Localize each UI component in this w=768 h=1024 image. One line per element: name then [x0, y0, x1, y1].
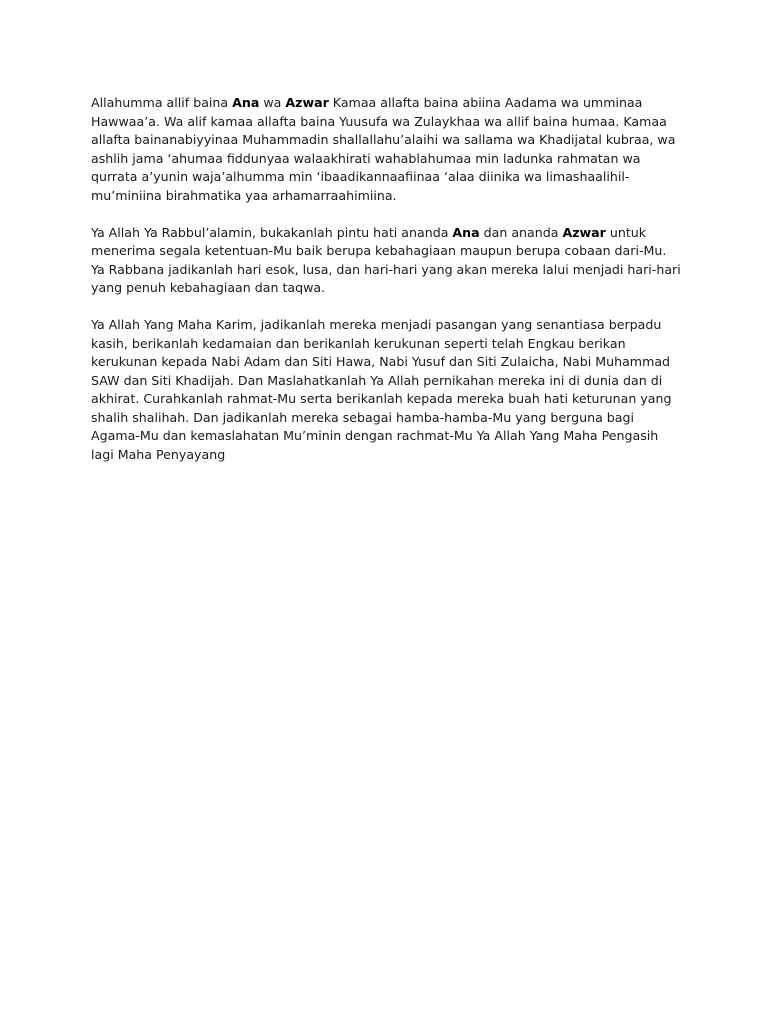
bride-name: Ana [452, 224, 480, 240]
paragraph-prayer-arabic [91, 94, 681, 205]
document-body [91, 94, 681, 464]
text-run: untuk menerima segala ketentuan-Mu baik berupa kebahagiaan maupun berupa cobaan dari-Mu. Ya Rabbana jadikanlah hari esok, lusa, dan hari-hari yang akan mereka lalui menjadi hari-hari yang penuh kebahagiaan dan taqwa. [91, 224, 681, 295]
text-run: wa [259, 95, 286, 110]
paragraph-prayer-harmony [91, 316, 681, 464]
text-run: Ya Allah Yang Maha Karim, jadikanlah mereka menjadi pasangan yang senantiasa berpadu kasih, berikanlah kedamaian dan berikanlah kerukunan seperti telah Engkau berikan kerukunan kepada Nabi Adam dan Siti Hawa, Nabi Yusuf dan Siti Zulaicha, Nabi Muhammad SAW dan Siti Khadijah. Dan Maslahatkanlah Ya Allah pernikahan mereka ini di dunia dan di akhirat. Curahkanlah rahmat-Mu serta berikanlah kepada mereka buah hati keturunan yang shalih shalihah. Dan jadikanlah mereka sebagai hamba-hamba-Mu yang berguna bagi Agama-Mu dan kemaslahatan Mu’minin dengan rachmat-Mu Ya Allah Yang Maha Pengasih lagi Maha Penyayang [91, 317, 672, 462]
paragraph-prayer-open-hearts [91, 224, 681, 298]
text-run: Allahumma allif baina [91, 95, 233, 110]
groom-name: Azwar [285, 95, 329, 110]
text-run: Kamaa allafta baina abiina Aadama wa umminaa Hawwaa’a. Wa alif kamaa allafta baina Yuusufa wa Zulaykhaa wa allif baina humaa. Kamaa allafta bainanabiyyinaa Muhammadin shallallahu’alaihi wa sallama wa Khadijatal kubraa, wa ashlih jama ‘ahumaa fiddunyaa walaakhirati wahablahumaa min ladunka rahmatan wa qurrata a’yunin waja’alhumma min ‘ibaadikannaafiinaa ‘alaa diinika wa limashaalihil-mu’miniina birahmatika yaa arhamarraahimiina. [91, 95, 676, 203]
groom-name: Azwar [562, 224, 606, 240]
text-run: Ya Allah Ya Rabbul’alamin, bukakanlah pintu hati ananda [91, 224, 453, 240]
bride-name: Ana [232, 95, 260, 110]
text-run: dan ananda [479, 224, 563, 240]
